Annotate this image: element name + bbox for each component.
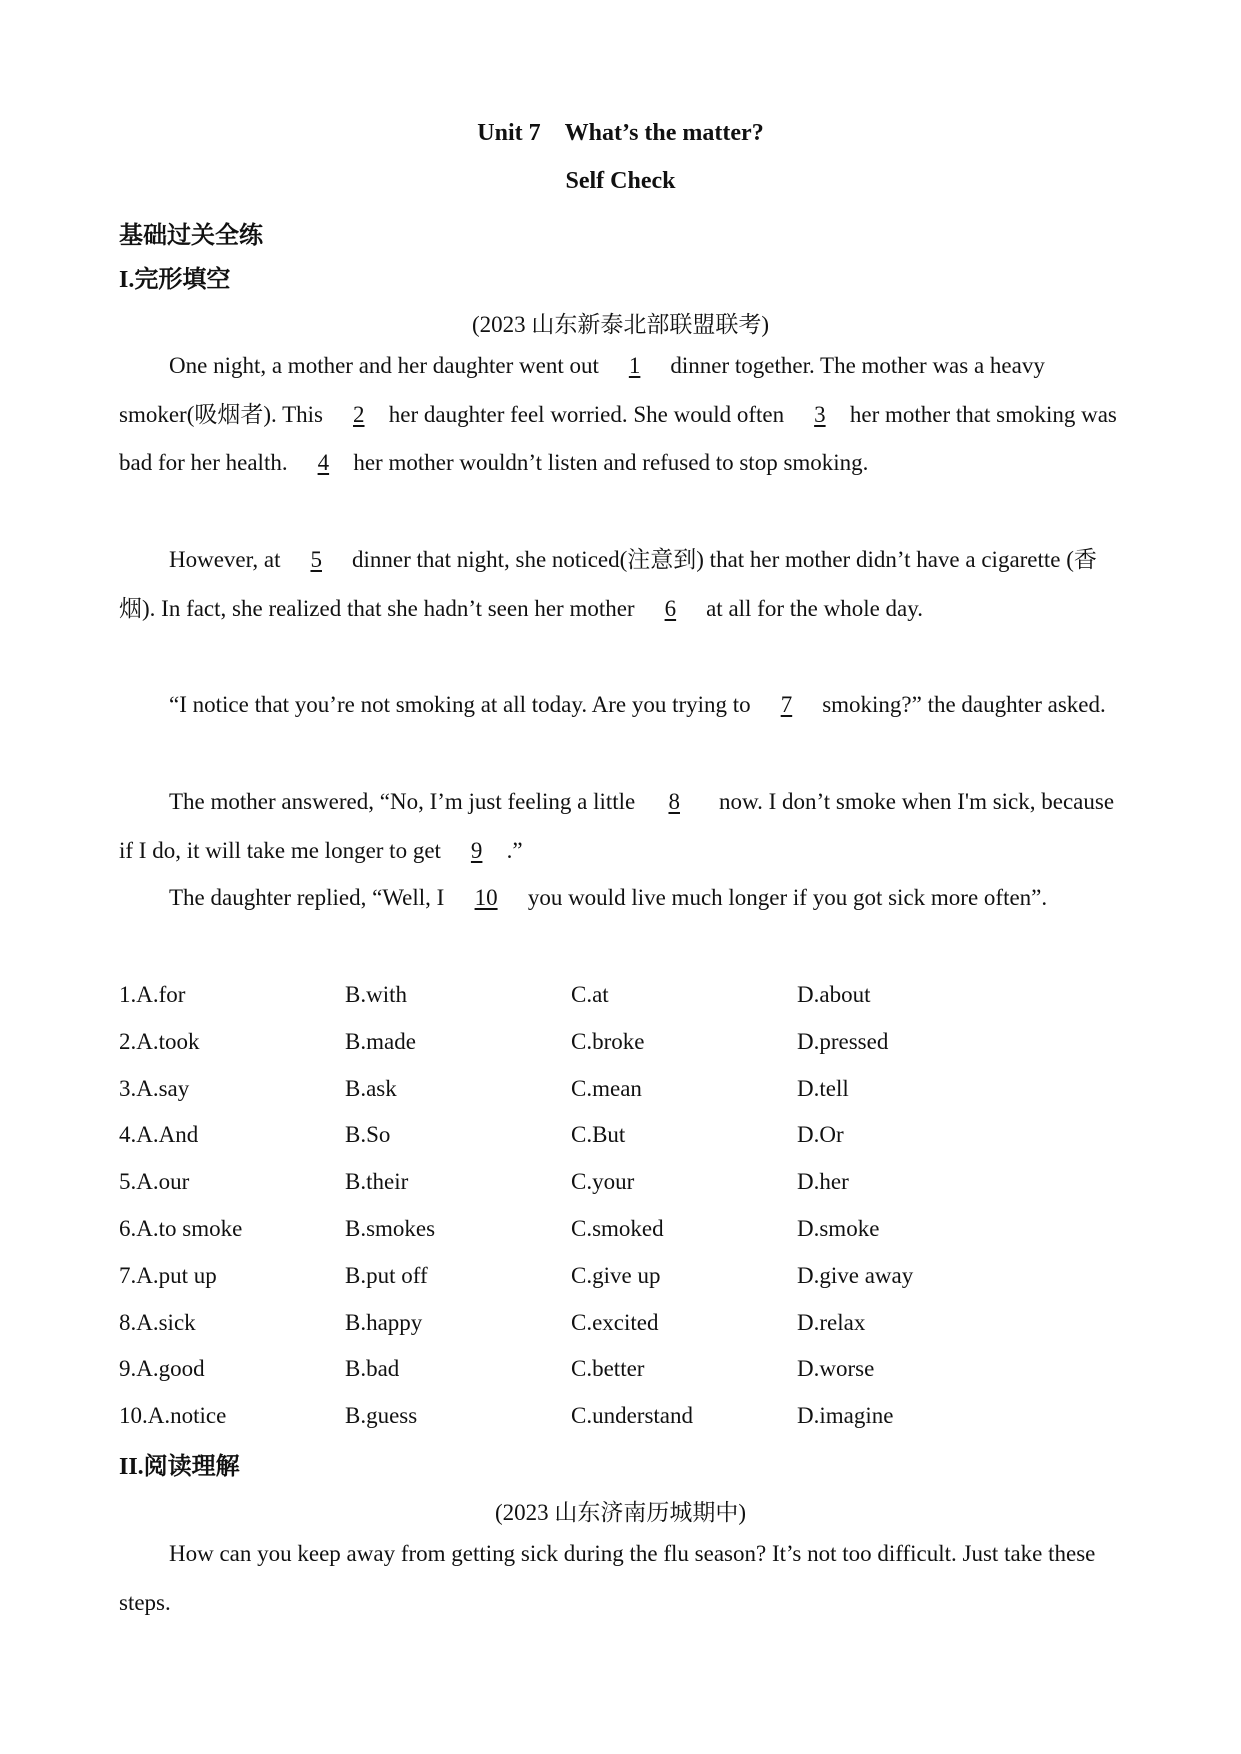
- option-row: [119, 1310, 1119, 1357]
- option-8-a: 8.A.sick: [119, 1309, 196, 1335]
- option-3-b: B.ask: [345, 1075, 397, 1101]
- blank-2: 2: [353, 401, 365, 427]
- option-3-d: D.tell: [797, 1075, 849, 1101]
- option-10-c: C.understand: [571, 1403, 694, 1429]
- option-row: [119, 1169, 1119, 1216]
- blank-9: 9: [470, 837, 483, 863]
- blank-7: 7: [780, 692, 793, 717]
- option-4-a: 4.A.And: [119, 1122, 199, 1148]
- option-2-d: D.pressed: [797, 1028, 889, 1054]
- text-run: The mother answered, “No, I’m just feeling a little: [169, 789, 636, 814]
- text-run: dinner together. The mother was a heavy smoker(吸烟者). This: [119, 353, 1045, 427]
- part1-heading: I.完形填空: [119, 267, 231, 293]
- page-title: [0, 120, 1241, 147]
- cloze-paragraph-1: [119, 342, 1129, 488]
- text-run: her mother wouldn’t listen and refused to stop smoking.: [353, 450, 869, 476]
- unit-label: Unit 7: [477, 120, 541, 146]
- part2-heading: II.阅读理解: [119, 1454, 240, 1480]
- option-row: [119, 1122, 1119, 1169]
- option-row: [119, 1263, 1119, 1310]
- cloze-paragraph-5: [119, 874, 1129, 923]
- option-1-d: D.about: [797, 982, 871, 1007]
- text-run: “I notice that you’re not smoking at all today. Are you trying to: [169, 692, 757, 717]
- text-run: The daughter replied, “Well, I: [169, 885, 451, 910]
- option-row: [119, 1076, 1119, 1123]
- part1-source: (2023 山东新泰北部联盟联考): [471, 312, 770, 337]
- text-run: her mother that smoking was bad for her health.: [119, 401, 1117, 476]
- option-1-c: C.at: [571, 982, 609, 1007]
- text-run: .”: [506, 837, 523, 863]
- option-6-c: C.smoked: [571, 1215, 664, 1241]
- option-8-d: D.relax: [797, 1309, 866, 1335]
- text-run: at all for the whole day.: [700, 595, 924, 621]
- option-row: [119, 1356, 1119, 1403]
- option-7-b: B.put off: [345, 1262, 428, 1288]
- text-run: One night, a mother and her daughter went out: [169, 353, 605, 378]
- option-6-a: 6.A.to smoke: [119, 1215, 243, 1241]
- text-run: How can you keep away from getting sick during the flu season? It’s not too difficult. Just take these steps.: [119, 1541, 1096, 1615]
- option-9-b: B.bad: [345, 1356, 400, 1382]
- option-9-a: 9.A.good: [119, 1356, 205, 1382]
- options-grid: [119, 982, 1119, 1450]
- option-2-c: C.broke: [571, 1028, 645, 1054]
- option-8-b: B.happy: [345, 1309, 423, 1335]
- option-10-a: 10.A.notice: [119, 1403, 227, 1429]
- text-run: you would live much longer if you got sick more often”.: [522, 885, 1048, 910]
- text-run: dinner that night, she noticed(注意到) that her mother didn’t have a cigarette (香烟). In fact, she realized that she hadn’t seen her mother: [119, 547, 1097, 621]
- option-4-b: B.So: [345, 1122, 391, 1148]
- cloze-paragraph-2: [119, 536, 1129, 633]
- section-heading: 基础过关全练: [119, 223, 263, 249]
- text-run: now. I don’t smoke when I'm sick, because if I do, it will take me longer to get: [119, 789, 1115, 863]
- option-1-a: 1.A.for: [119, 982, 186, 1007]
- part2-source: (2023 山东济南历城期中): [494, 1500, 747, 1525]
- option-9-d: D.worse: [797, 1356, 875, 1382]
- option-7-a: 7.A.put up: [119, 1262, 217, 1288]
- blank-6: 6: [664, 595, 677, 621]
- option-row: [119, 1029, 1119, 1076]
- option-6-d: D.smoke: [797, 1215, 880, 1241]
- option-10-b: B.guess: [345, 1403, 418, 1429]
- option-row: [119, 982, 1119, 1029]
- option-4-d: D.Or: [797, 1122, 844, 1148]
- option-9-c: C.better: [571, 1356, 645, 1382]
- cloze-paragraph-3: [119, 681, 1129, 730]
- option-8-c: C.excited: [571, 1309, 659, 1335]
- option-2-a: 2.A.took: [119, 1028, 200, 1054]
- option-4-c: C.But: [571, 1122, 626, 1148]
- option-row: [119, 1216, 1119, 1263]
- reading-paragraph: [119, 1530, 1129, 1627]
- option-1-b: B.with: [345, 982, 407, 1007]
- option-6-b: B.smokes: [345, 1215, 436, 1241]
- text-run: smoking?” the daughter asked.: [816, 692, 1106, 717]
- option-5-d: D.her: [797, 1169, 849, 1195]
- option-7-d: D.give away: [797, 1262, 914, 1288]
- option-2-b: B.made: [345, 1028, 416, 1054]
- blank-10: 10: [474, 885, 498, 910]
- blank-1: 1: [628, 353, 641, 378]
- option-3-c: C.mean: [571, 1075, 642, 1101]
- blank-8: 8: [668, 789, 680, 814]
- option-7-c: C.give up: [571, 1262, 661, 1288]
- unit-topic: What’s the matter?: [564, 120, 764, 146]
- option-3-a: 3.A.say: [119, 1075, 190, 1101]
- text-run: However, at: [169, 547, 287, 572]
- cloze-paragraph-4: [119, 778, 1129, 875]
- text-run: her daughter feel worried. She would often: [388, 401, 790, 427]
- blank-4: 4: [317, 450, 330, 476]
- option-5-c: C.your: [571, 1169, 635, 1195]
- option-5-b: B.their: [345, 1169, 409, 1195]
- option-10-d: D.imagine: [797, 1403, 894, 1429]
- page-subtitle: Self Check: [565, 168, 676, 194]
- blank-3: 3: [814, 401, 826, 427]
- option-row: [119, 1403, 1119, 1450]
- blank-5: 5: [310, 547, 322, 572]
- option-5-a: 5.A.our: [119, 1169, 190, 1195]
